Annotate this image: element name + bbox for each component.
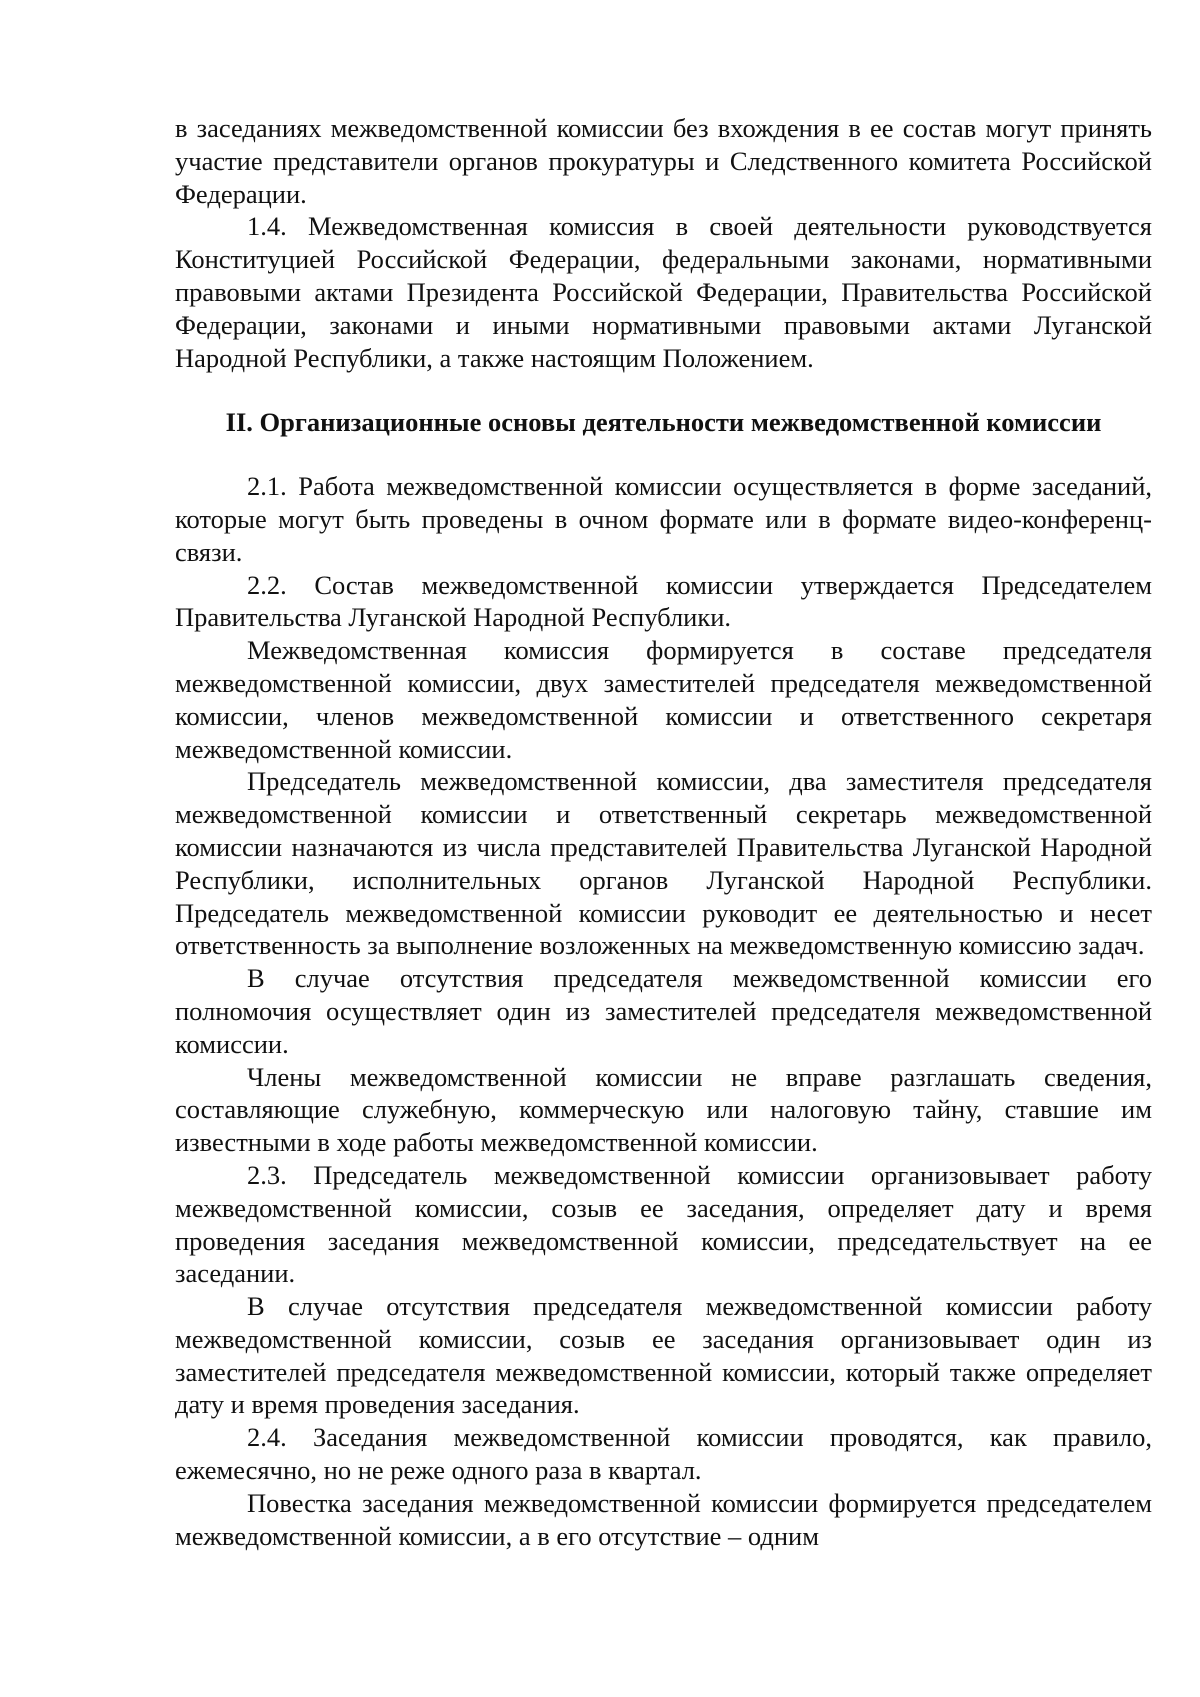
section-heading: II. Организационные основы деятельности межведомственной комиссии [225, 407, 1102, 438]
paragraph-chairman: Председатель межведомственной комиссии, два заместителя председателя межведомственной комиссии и ответственный секретарь межведомственной комиссии назначаются из числа представителей Правительства Луганской Народной Республики, исполнительных органов Луганской Народной Республики. Председатель межведомственной комиссии руководит ее деятельностью и несет ответственность за выполнение возложенных на межведомственную комиссию задач. [175, 766, 1152, 961]
paragraph-2-4: 2.4. Заседания межведомственной комиссии проводятся, как правило, ежемесячно, но не реже одного раза в квартал. [175, 1422, 1152, 1486]
paragraph-agenda: Повестка заседания межведомственной комиссии формируется председателем межведомственной комиссии, а в его отсутствие – одним [175, 1487, 1152, 1551]
paragraph-absence: В случае отсутствия председателя межведомственной комиссии его полномочия осуществляет один из заместителей председателя межведомственной комиссии. [175, 963, 1152, 1059]
paragraph-2-3: 2.3. Председатель межведомственной комиссии организовывает работу межведомственной комиссии, созыв ее заседания, определяет дату и время проведения заседания межведомственной комиссии, председательствует на ее заседании. [175, 1159, 1152, 1289]
spacer [175, 439, 1152, 470]
paragraph-composition: Межведомственная комиссия формируется в составе председателя межведомственной комиссии, двух заместителей председателя межведомственной комиссии, членов межведомственной комиссии и ответственного секретаря межведомственной комиссии. [175, 635, 1152, 764]
paragraph-1-4: 1.4. Межведомственная комиссия в своей деятельности руководствуется Конституцией Российской Федерации, федеральными законами, нормативными правовыми актами Президента Российской Федерации, Правительства Российской Федерации, законами и иными нормативными правовыми актами Луганской Народной Республики, а также настоящим Положением. [175, 211, 1152, 373]
paragraph-2-2: 2.2. Состав межведомственной комиссии утверждается Председателем Правительства Луганской Народной Республики. [175, 569, 1152, 633]
document-page [175, 112, 1152, 1552]
paragraph-deputy: В случае отсутствия председателя межведомственной комиссии работу межведомственной комиссии, созыв ее заседания организовывает один из заместителей председателя межведомственной комиссии, который также определяет дату и время проведения заседания. [175, 1291, 1152, 1420]
paragraph-2-1: 2.1. Работа межведомственной комиссии осуществляется в форме заседаний, которые могут быть проведены в очном формате или в формате видео-конференц-связи. [175, 471, 1152, 567]
paragraph-continuation: в заседаниях межведомственной комиссии без вхождения в ее состав могут принять участие представители органов прокуратуры и Следственного комитета Российской Федерации. [175, 113, 1152, 209]
paragraph-confidentiality: Члены межведомственной комиссии не вправе разглашать сведения, составляющие служебную, коммерческую или налоговую тайну, ставшие им известными в ходе работы межведомственной комиссии. [175, 1061, 1152, 1158]
spacer [175, 374, 1152, 406]
